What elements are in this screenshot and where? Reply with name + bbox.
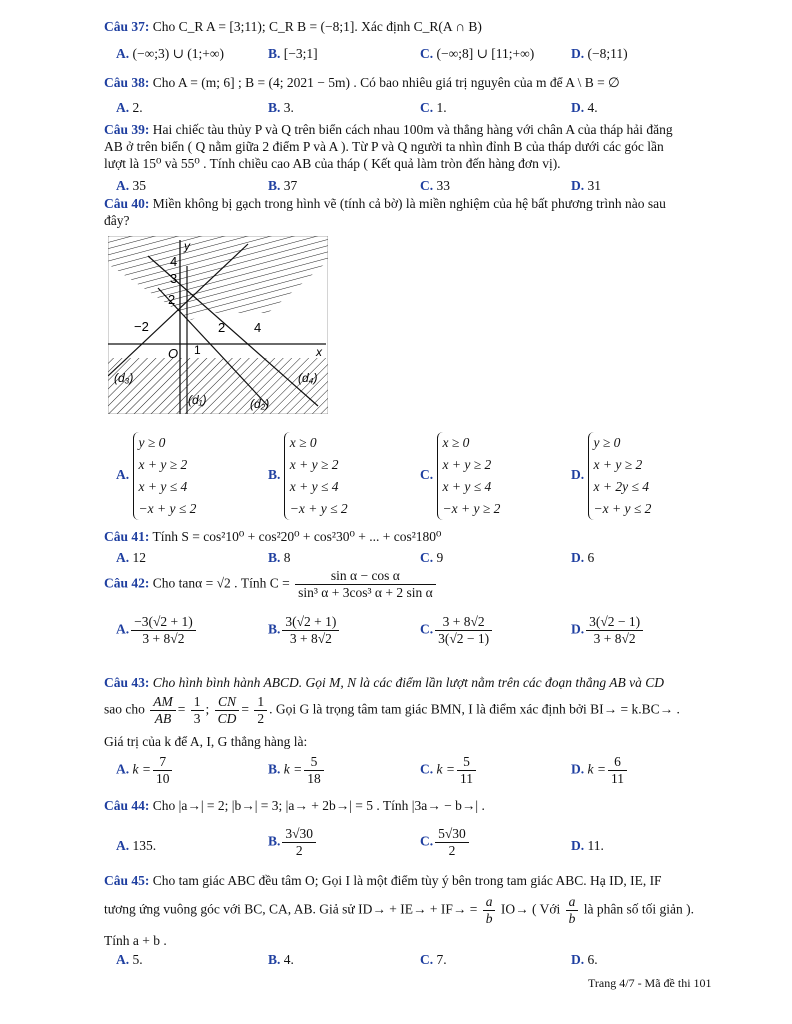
y-label: y xyxy=(184,239,190,253)
option-a[interactable]: A. (−∞;3) ∪ (1;+∞) xyxy=(116,46,225,61)
question-41: Câu 41: Tính S = cos²10⁰ + cos²20⁰ + cos²30⁰ + ... + cos²180⁰ xyxy=(104,529,442,544)
label-d4: (d₄) xyxy=(298,371,318,385)
option-d[interactable]: D. (−8;11) xyxy=(571,46,628,61)
tick-y-2: 2 xyxy=(168,292,176,307)
page-footer: Trang 4/7 - Mã đề thi 101 xyxy=(588,976,712,990)
question-45-line3: Tính a + b . xyxy=(104,933,167,948)
option-d[interactable]: D. y ≥ 0 x + y ≥ 2 x + 2y ≤ 4 −x + y ≤ 2 xyxy=(571,432,651,520)
question-43-line3: Giá trị của k để A, I, G thẳng hàng là: xyxy=(104,734,308,749)
option-a[interactable]: A. $\frac{-3(√2 + 1)}{3 + 8√2}$ xyxy=(116,614,198,647)
option-b[interactable]: B. $\frac{3(√2 + 1)}{3 + 8√2}$ xyxy=(268,614,341,647)
question-43-line2: sao cho $\frac{AM}{AB}$ = $\frac{1}{3}$ ; $\frac{CN}{CD}$ = $\frac{1}{2}$ . Gọi G là trọng tâm tam giác BMN, I là điểm xác định bởi BI→ = k.BC→ . xyxy=(104,694,680,726)
option-a[interactable]: A. 35 xyxy=(116,178,146,193)
question-38: Câu 38: Cho A = (m; 6] ; B = (4; 2021 − 5m) . Có bao nhiêu giá trị nguyên của m để A \ B = ∅ xyxy=(104,75,620,90)
question-42: Câu 42: Cho tanα = √2 . Tính C = $\frac{\text{sin α − cos α}}{\text{sin³ α + 3cos³ α + 2 sin α}}$ xyxy=(104,568,724,601)
option-a[interactable]: A. k = $\frac{7}{10}$ xyxy=(116,754,174,787)
question-37 xyxy=(104,18,724,35)
option-b[interactable]: B. $\frac{3√30}{2}$ xyxy=(268,826,318,859)
option-b[interactable]: B. 37 xyxy=(268,178,298,193)
option-a[interactable]: A. 12 xyxy=(116,550,146,565)
tick-y-4: 4 xyxy=(170,254,178,269)
question-39: Câu 39: Hai chiếc tàu thủy P và Q trên biển cách nhau 100m và thẳng hàng với chân A của tháp hải đăng AB ở trên biển ( Q nằm giữa 2 điểm P và A ). Từ P và Q người ta nhìn đỉnh B của tháp dưới các góc lần lượt là 15⁰ và 55⁰ . Tính chiều cao AB của tháp ( Kết quả làm tròn đến hàng đơn vị). xyxy=(104,122,673,171)
tick-y-3: 3 xyxy=(170,271,178,286)
option-b[interactable]: B. k = $\frac{5}{18}$ xyxy=(268,754,326,787)
option-c[interactable]: C. $\frac{3 + 8√2}{3(√2 - 1)}$ xyxy=(420,614,494,647)
option-c[interactable]: C. 33 xyxy=(420,178,450,193)
tick-x-m2: −2 xyxy=(134,319,149,334)
option-a[interactable]: A. 2. xyxy=(116,100,143,115)
option-d[interactable]: D. 6 xyxy=(571,550,595,565)
option-d[interactable]: D. 4. xyxy=(571,100,598,115)
question-45-line2: tương ứng vuông góc với BC, CA, AB. Giả sử ID→ + IE→ + IF→ = $\frac{a}{b}$ IO→ ( Với $\frac{a}{b}$ là phân số tối giản ). xyxy=(104,894,694,926)
x-label: x xyxy=(316,345,322,359)
option-b[interactable]: B. 8 xyxy=(268,550,291,565)
option-a[interactable]: A. 135. xyxy=(116,838,157,853)
option-d[interactable]: D. $\frac{3(√2 - 1)}{3 + 8√2}$ xyxy=(571,614,645,647)
option-c[interactable]: C. k = $\frac{5}{11}$ xyxy=(420,754,478,787)
question-40: Câu 40: Miền không bị gạch trong hình vẽ (tính cả bờ) là miền nghiệm của hệ bất phương trình nào sau đây? xyxy=(104,196,666,228)
question-text: Cho C_R A = [3;11); C_R B = (−8;1]. Xác định C_R(A ∩ B) xyxy=(152,19,482,34)
tick-x-2: 2 xyxy=(218,320,226,335)
inequality-graph xyxy=(108,236,328,414)
tick-x-4: 4 xyxy=(254,320,262,335)
option-d[interactable]: D. k = $\frac{6}{11}$ xyxy=(571,754,629,787)
option-d[interactable]: D. 6. xyxy=(571,952,598,967)
option-b[interactable]: B. 3. xyxy=(268,100,294,115)
origin-label: O xyxy=(168,346,179,361)
label-d1: (d₁) xyxy=(188,393,207,407)
option-c[interactable]: C. x ≥ 0 x + y ≥ 2 x + y ≤ 4 −x + y ≥ 2 xyxy=(420,432,500,520)
option-d[interactable]: D. 11. xyxy=(571,838,604,853)
option-a[interactable]: A. 5. xyxy=(116,952,143,967)
label-d2: (d₂) xyxy=(250,397,270,411)
tick-x-1: 1 xyxy=(194,343,201,357)
label-d3: (d₃) xyxy=(114,371,134,385)
question-44: Câu 44: Cho |a→| = 2; |b→| = 3; |a→ + 2b→| = 5 . Tính |3a→ − b→| . xyxy=(104,798,485,813)
option-d[interactable]: D. 31 xyxy=(571,178,601,193)
question-45: Câu 45: Cho tam giác ABC đều tâm O; Gọi I là một điểm tùy ý bên trong tam giác ABC. Hạ ID, IE, IF xyxy=(104,873,662,888)
option-b[interactable]: B. [−3;1] xyxy=(268,46,318,61)
question-number: Câu 37: xyxy=(104,19,150,34)
option-b[interactable]: B. x ≥ 0 x + y ≥ 2 x + y ≤ 4 −x + y ≤ 2 xyxy=(268,432,348,520)
option-c[interactable]: C. $\frac{5√30}{2}$ xyxy=(420,826,471,859)
option-a[interactable]: A. y ≥ 0 x + y ≥ 2 x + y ≤ 4 −x + y ≤ 2 xyxy=(116,432,196,520)
option-c[interactable]: C. (−∞;8] ∪ [11;+∞) xyxy=(420,46,535,61)
option-c[interactable]: C. 1. xyxy=(420,100,447,115)
option-c[interactable]: C. 7. xyxy=(420,952,447,967)
option-c[interactable]: C. 9 xyxy=(420,550,444,565)
question-43: Câu 43: Cho hình bình hành ABCD. Gọi M, N là các điểm lần lượt nằm trên các đoạn thẳng AB và CD xyxy=(104,675,665,690)
option-b[interactable]: B. 4. xyxy=(268,952,294,967)
